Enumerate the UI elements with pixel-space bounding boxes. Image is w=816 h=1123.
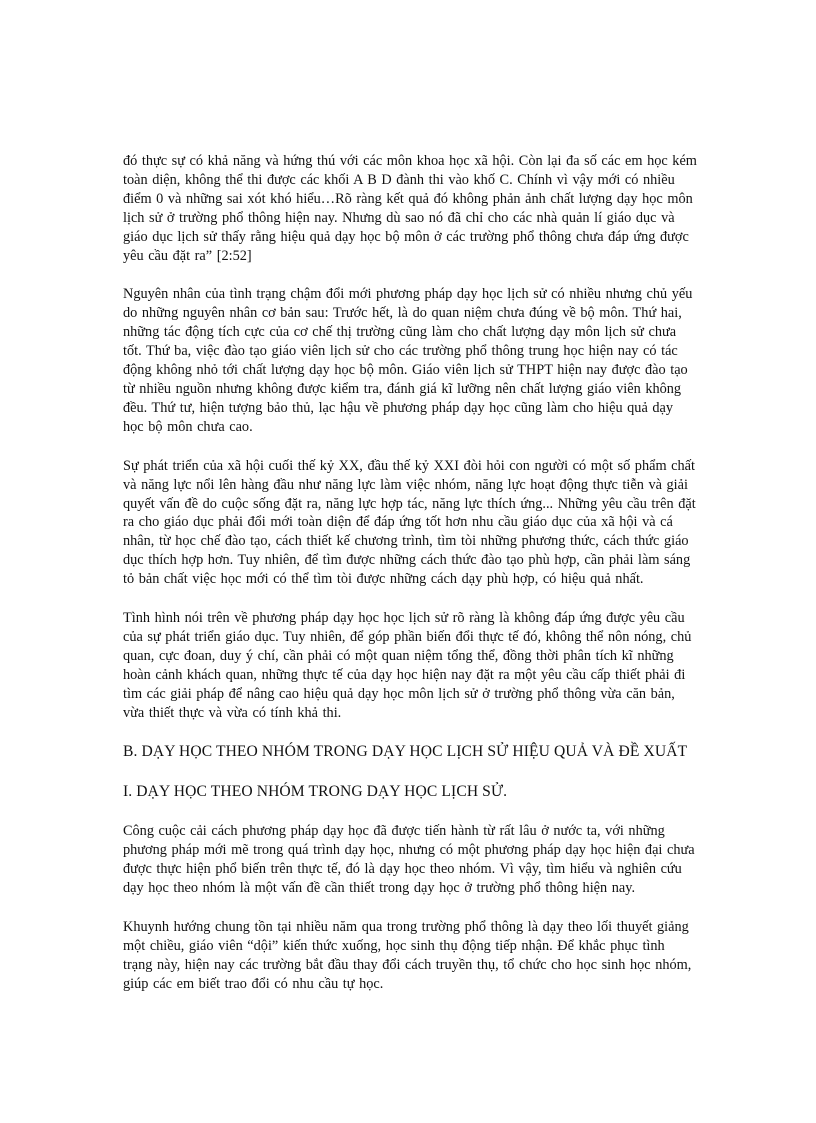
paragraph-5: Công cuộc cải cách phương pháp dạy học đã được tiến hành từ rất lâu ở nước ta, với những phương pháp mới mẽ trong quá trình dạy học, nhưng có một phương pháp dạy học hiện đại chưa được thực hiện phổ biến trên thực tế, đó là dạy học theo nhóm. Vì vậy, tìm hiểu và nghiên cứu dạy học theo nhóm là một vấn đề cần thiết trong dạy học ở trường phổ thông hiện nay. xyxy=(123,823,695,897)
section-heading-i: I. DẠY HỌC THEO NHÓM TRONG DẠY HỌC LỊCH SỬ. xyxy=(123,783,508,801)
document-page xyxy=(123,152,698,1014)
paragraph-2: Nguyên nhân của tình trạng chậm đổi mới phương pháp dạy học lịch sử có nhiều nhưng chủ yếu do những nguyên nhân cơ bản sau: Trước hết, là do quan niệm chưa đúng về bộ môn. Thứ hai, những tác động tích cực của cơ chế thị trường cũng làm cho chất lượng dạy môn lịch sử chưa tốt. Thứ ba, việc đào tạo giáo viên lịch sử cho các trường phổ thông trung học hiện nay có tác động không nhỏ tới chất lượng dạy học bộ môn. Giáo viên lịch sử THPT hiện nay được đào tạo từ nhiều nguồn nhưng không được kiểm tra, đánh giá kĩ lưỡng nên chất lượng giáo viên không đều. Thứ tư, hiện tượng bảo thủ, lạc hậu về phương pháp dạy học cũng làm cho hiệu quả dạy học bộ môn chưa cao. xyxy=(123,286,693,435)
paragraph-3: Sự phát triển của xã hội cuối thế kỷ XX, đầu thế kỷ XXI đòi hỏi con người có một số phẩm chất và năng lực nổi lên hàng đầu như năng lực làm việc nhóm, năng lực hoạt động thực tiễn và giải quyết vấn đề do cuộc sống đặt ra, năng lực hợp tác, năng lực thích ứng... Những yêu cầu trên đặt ra cho giáo dục phải đổi mới toàn diện để đáp ứng tốt hơn nhu cầu giáo dục của xã hội và cá nhân, từ học chế đào tạo, cách thiết kế chương trình, tìm tòi những phương thức, cách thức giáo dục thích hợp hơn. Tuy nhiên, để tìm được những cách thức đào tạo phù hợp, cần phải làm sáng tỏ bản chất việc học mới có thể tìm tòi được những cách dạy phù hợp, có hiệu quả nhất. xyxy=(123,457,696,588)
paragraph-1: đó thực sự có khả năng và hứng thú với các môn khoa học xã hội. Còn lại đa số các em học kém toàn diện, không thể thi được các khối A B D đành thi vào khố C. Chính vì vậy mới có nhiều điểm 0 và những sai xót khó hiểu…Rõ ràng kết quả đó không phản ảnh chất lượng dạy học môn lịch sử ở trường phổ thông hiện nay. Nhưng dù sao nó đã chỉ cho các nhà quản lí giáo dục và giáo dục lịch sử thấy rằng hiệu quả dạy học bộ môn ở các trường phổ thông chưa đáp ứng được yêu cầu đặt ra” [2:52] xyxy=(123,153,697,264)
paragraph-4: Tình hình nói trên về phương pháp dạy học học lịch sử rõ ràng là không đáp ứng được yêu cầu của sự phát triển giáo dục. Tuy nhiên, để góp phần biến đổi thực tế đó, không thể nôn nóng, chủ quan, cực đoan, duy ý chí, cần phải có một quan niệm tổng thể, đồng thời phân tích kĩ những hoàn cảnh khách quan, những thực tế của dạy học hiện nay đặt ra một yêu cầu cấp thiết phải đi tìm các giải pháp để nâng cao hiệu quả dạy học môn lịch sử ở trường phổ thông vừa căn bản, vừa thiết thực và vừa có tính khả thi. xyxy=(123,610,692,721)
paragraph-6: Khuynh hướng chung tồn tại nhiều năm qua trong trường phổ thông là dạy theo lối thuyết giảng một chiều, giáo viên “dội” kiến thức xuống, học sinh thụ động tiếp nhận. Để khắc phục tình trạng này, hiện nay các trường bắt đầu thay đổi cách truyền thụ, tổ chức cho học sinh học nhóm, giúp các em biết trao đổi có nhu cầu tự học. xyxy=(123,919,692,992)
section-heading-b: B. DẠY HỌC THEO NHÓM TRONG DẠY HỌC LỊCH SỬ HIỆU QUẢ VÀ ĐỀ XUẤT xyxy=(123,743,688,761)
